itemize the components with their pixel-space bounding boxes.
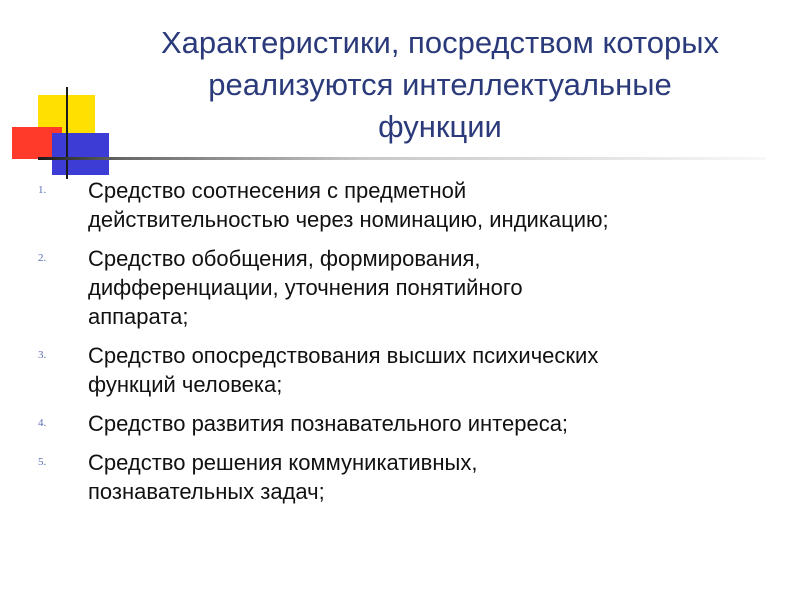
list-item-line: Средство обобщения, формирования, — [88, 246, 481, 271]
list-item-line: действительностью через номинацию, индикацию; — [88, 207, 609, 232]
list-item-number: 1. — [38, 184, 47, 196]
list-item — [30, 448, 780, 506]
list-item-line: аппарата; — [88, 304, 189, 329]
list-item-line: познавательных задач; — [88, 479, 325, 504]
slide-title — [100, 22, 780, 148]
list-item-number: 5. — [38, 456, 47, 468]
list-item-text — [88, 176, 780, 234]
list-item-number: 4. — [38, 417, 47, 429]
title-line: функции — [378, 109, 502, 144]
list-item-line: дифференциации, уточнения понятийного — [88, 275, 523, 300]
list-item-line: Средство решения коммуникативных, — [88, 450, 478, 475]
list-item-line: Средство опосредствования высших психических — [88, 343, 599, 368]
list-item-line: функций человека; — [88, 372, 283, 397]
title-line: Характеристики, посредством которых — [160, 25, 720, 60]
list-item-text — [88, 409, 780, 438]
decor-vertical-line — [66, 87, 68, 179]
list-item-line: Средство соотнесения с предметной — [88, 178, 467, 203]
list-item-text — [88, 341, 780, 399]
list-item — [30, 341, 780, 399]
list-item-number: 2. — [38, 252, 47, 264]
list-item-number: 3. — [38, 349, 47, 361]
list-item — [30, 176, 780, 234]
title-divider — [38, 157, 766, 160]
list-item-line: Средство развития познавательного интереса; — [88, 411, 569, 436]
list-item-text — [88, 244, 780, 331]
list-item-text — [88, 448, 780, 506]
list-item — [30, 244, 780, 331]
title-line: реализуются интеллектуальные — [208, 67, 672, 102]
characteristics-list — [30, 176, 780, 516]
list-item — [30, 409, 780, 438]
